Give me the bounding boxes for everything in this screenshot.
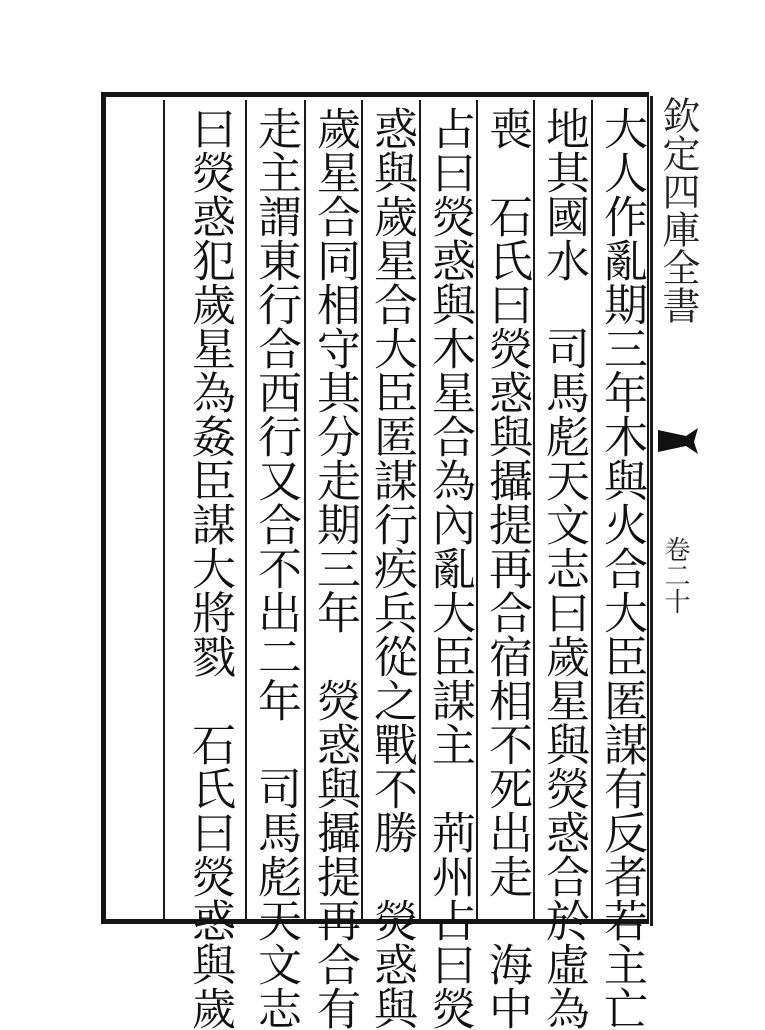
column-text: 喪 石氏曰熒惑與攝提再合宿相不死出走 海中	[481, 106, 532, 1030]
margin-rule	[650, 96, 653, 926]
text-column	[245, 100, 301, 1030]
fish-tail-mark-icon	[656, 426, 700, 456]
page-margin	[650, 96, 710, 926]
text-column	[361, 100, 417, 1030]
column-text: 走主謂東行合西行又合不出二年 司馬彪天文志	[250, 106, 301, 1030]
column-text: 占曰熒惑與木星合為內亂大臣謀主 荊州占曰熒	[424, 106, 475, 1030]
text-column	[163, 100, 241, 1030]
column-text: 歲星合同相守其分走期三年 熒惑與攝提再合有	[309, 106, 360, 1030]
book-title: 欽定四庫全書	[656, 96, 700, 324]
column-text: 曰熒惑犯歲星為姦臣謀大將戮 石氏曰熒惑與歲	[184, 106, 235, 1030]
column-text: 惑與歲星合大臣匿謀行疾兵從之戰不勝 熒惑與	[366, 106, 417, 1030]
column-text: 大人作亂期三年木與火合大臣匿謀有反者若主亡	[596, 106, 647, 1030]
text-column	[304, 100, 360, 1030]
column-text: 地其國水 司馬彪天文志曰歲星與熒惑合於虛為	[538, 106, 589, 1030]
volume-number: 卷二十	[660, 536, 690, 614]
text-column	[533, 100, 589, 1030]
text-column	[476, 100, 532, 1030]
text-column	[419, 100, 475, 1030]
text-column	[591, 100, 647, 1030]
